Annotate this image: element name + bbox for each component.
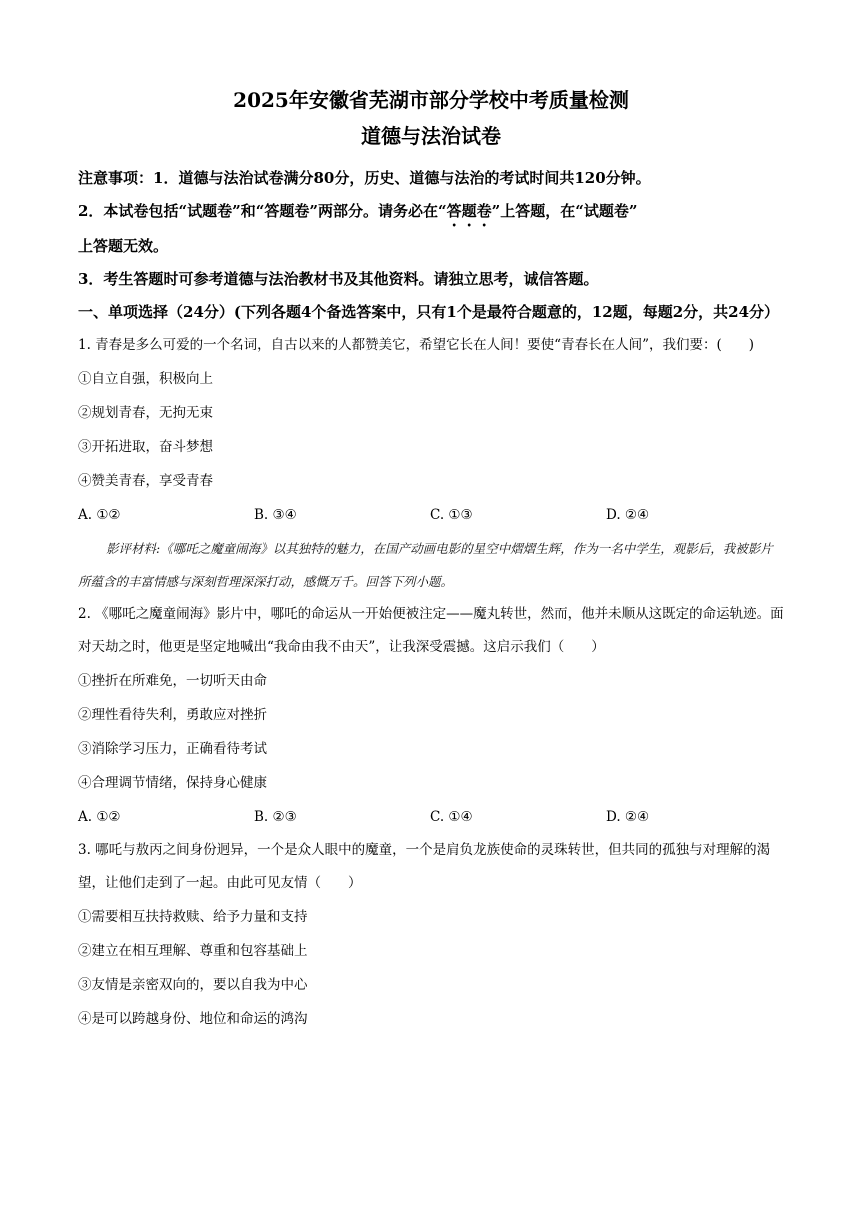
question-2-stem: 2. 《哪吒之魔童闹海》影片中，哪吒的命运从一开始便被注定——魔丸转世，然而，他并未顺从这既定的命运轨迹。面对天劫之时，他更是坚定地喊出“我命由我不由天”，让我深受震撼。这启示我们（ ） [78,606,784,655]
notice-emphasis: 答题卷 [446,202,492,220]
choice-a[interactable]: A. ①② [78,507,121,523]
choice-c[interactable]: C. ①③ [430,507,473,523]
notice-line-3: 3．考生答题时可参考道德与法治教材书及其他资料。请独立思考，诚信答题。 [78,270,599,288]
question-2-item: ④合理调节情绪，保持身心健康 [78,775,267,791]
notice-line-1: 注意事项：1．道德与法治试卷满分80分，历史、道德与法治的考试时间共120分钟。 [78,169,651,187]
notice-line-2-part-a: 2．本试卷包括“试题卷”和“答题卷”两部分。请务必在“ [78,202,447,220]
notice-line-2 [78,195,784,263]
page-subtitle: 道德与法治试卷 [361,124,501,148]
choice-c[interactable]: C. ①④ [430,809,473,825]
question-1-item: ④赞美青春，享受青春 [78,473,213,489]
section-heading: 一、单项选择（24分）(下列各题4个备选答案中，只有1个是最符合题意的，12题，每题2分，共24分） [78,303,780,321]
question-2-item: ①挫折在所难免，一切听天由命 [78,673,267,689]
question-3-item: ③友情是亲密双向的，要以自我为中心 [78,977,308,993]
choice-b[interactable]: B. ②③ [254,809,297,825]
question-2-item: ②理性看待失利，勇敢应对挫折 [78,707,267,723]
page-title: 2025年安徽省芜湖市部分学校中考质量检测 [233,88,629,112]
question-1-item: ①自立自强，积极向上 [78,371,213,387]
question-1-item: ②规划青春，无拘无束 [78,405,213,421]
exam-page [78,88,784,1036]
question-2-choices [78,800,784,834]
notice-line-2-part-b: ”上答题，在“试题卷” [491,202,638,220]
question-1-stem: 1. 青春是多么可爱的一个名词，自古以来的人都赞美它，希望它长在人间！要使“青春长在人间”，我们要：( ) [78,337,755,353]
review-material: 影评材料:《哪吒之魔童闹海》以其独特的魅力，在国产动画电影的星空中熠熠生辉，作为一名中学生，观影后，我被影片所蕴含的丰富情感与深刻哲理深深打动，感慨万千。回答下列小题。 [78,541,773,589]
question-2-item: ③消除学习压力，正确看待考试 [78,741,267,757]
question-3-item: ②建立在相互理解、尊重和包容基础上 [78,943,308,959]
question-3-item: ①需要相互扶持救赎、给予力量和支持 [78,909,308,925]
question-3-stem: 3. 哪吒与敖丙之间身份迥异，一个是众人眼中的魔童，一个是肩负龙族使命的灵珠转世，但共同的孤独与对理解的渴望，让他们走到了一起。由此可见友情（ ） [78,842,771,891]
question-1-choices [78,498,784,532]
choice-b[interactable]: B. ③④ [254,507,297,523]
question-3-item: ④是可以跨越身份、地位和命运的鸿沟 [78,1011,308,1027]
choice-a[interactable]: A. ①② [78,809,121,825]
choice-d[interactable]: D. ②④ [606,507,650,523]
notice-line-2-part-c: 上答题无效。 [78,237,169,255]
question-1-item: ③开拓进取，奋斗梦想 [78,439,213,455]
choice-d[interactable]: D. ②④ [606,809,650,825]
